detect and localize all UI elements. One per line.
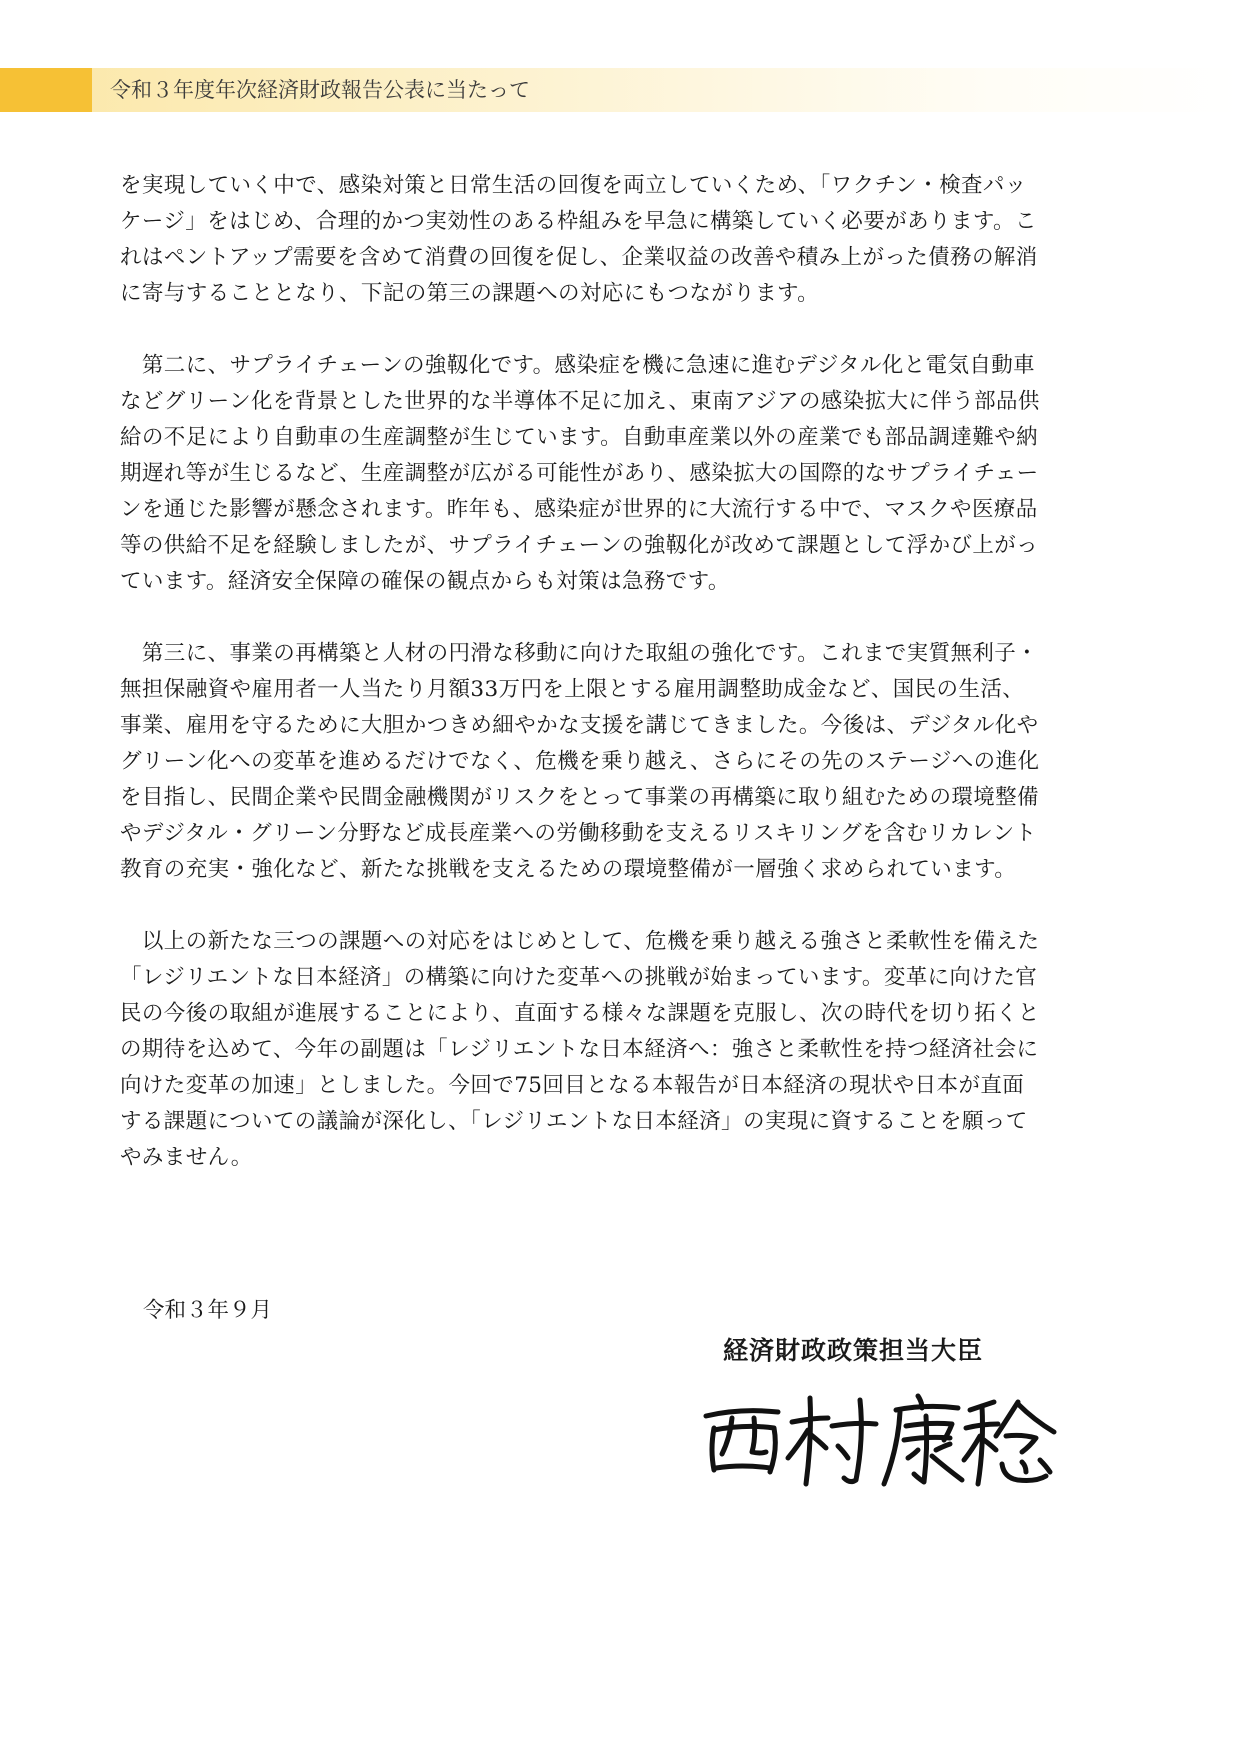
text-line: 第三に、事業の再構築と人材の円滑な移動に向けた取組の強化です。これまで実質無利子・ — [120, 641, 1039, 666]
text-line: ンを通じた影響が懸念されます。昨年も、感染症が世界的に大流行する中で、マスクや医療品 — [120, 497, 1038, 522]
paragraph-3 — [120, 636, 1120, 888]
text-line: 期遅れ等が生じるなど、生産調整が広がる可能性があり、感染拡大の国際的なサプライチェー — [120, 461, 1039, 486]
text-line: 無担保融資や雇用者一人当たり月額33万円を上限とする雇用調整助成金など、国民の生活、 — [120, 677, 1025, 702]
text-line: 以上の新たな三つの課題への対応をはじめとして、危機を乗り越える強さと柔軟性を備えた — [120, 929, 1040, 954]
text-line: 民の今後の取組が進展することにより、直面する様々な課題を克服し、次の時代を切り拓くと — [120, 1001, 1040, 1026]
text-line: 等の供給不足を経験しましたが、サプライチェーンの強靱化が改めて課題として浮かび上がっ — [120, 533, 1039, 558]
paragraph-2 — [120, 348, 1120, 600]
text-line: ケージ」をはじめ、合理的かつ実効性のある枠組みを早急に構築していく必要があります。こ — [120, 209, 1037, 234]
text-line: に寄与することとなり、下記の第三の課題への対応にもつながります。 — [120, 281, 820, 306]
text-line: 向けた変革の加速」としました。今回で75回目となる本報告が日本経済の現状や日本が直面 — [120, 1073, 1025, 1098]
paragraph-1 — [120, 168, 1120, 312]
minister-title: 経済財政政策担当大臣 — [723, 1336, 984, 1365]
text-line: 第二に、サプライチェーンの強靱化です。感染症を機に急速に進むデジタル化と電気自動車 — [120, 353, 1036, 378]
text-line: ています。経済安全保障の確保の観点からも対策は急務です。 — [120, 569, 730, 594]
text-line: などグリーン化を背景とした世界的な半導体不足に加え、東南アジアの感染拡大に伴う部品供 — [120, 389, 1040, 414]
text-line: やみません。 — [120, 1145, 253, 1170]
text-line: 「レジリエントな日本経済」の構築に向けた変革への挑戦が始まっています。変革に向けた官 — [120, 965, 1038, 990]
text-line: れはペントアップ需要を含めて消費の回復を促し、企業収益の改善や積み上がった債務の解消 — [120, 245, 1038, 270]
body-text — [120, 168, 1120, 1212]
running-header-title: 令和３年度年次経済財政報告公表に当たって — [110, 78, 530, 102]
text-line: グリーン化への変革を進めるだけでなく、危機を乗り越え、さらにその先のステージへの進化 — [120, 749, 1040, 774]
text-line: を実現していく中で、感染対策と日常生活の回復を両立していくため、「ワクチン・検査パッ — [120, 173, 1027, 198]
text-line: 給の不足により自動車の生産調整が生じています。自動車産業以外の産業でも部品調達難や納 — [120, 425, 1039, 450]
text-line: の期待を込めて、今年の副題は「レジリエントな日本経済へ：強さと柔軟性を持つ経済社会に — [120, 1037, 1039, 1062]
text-line: 事業、雇用を守るために大胆かつきめ細やかな支援を講じてきました。今後は、デジタル化や — [120, 713, 1039, 738]
handwritten-signature — [700, 1388, 1060, 1493]
text-line: する課題についての議論が深化し、「レジリエントな日本経済」の実現に資することを願って — [120, 1109, 1028, 1134]
text-line: を目指し、民間企業や民間金融機関がリスクをとって事業の再構築に取り組むための環境整備 — [120, 785, 1039, 810]
text-line: 教育の充実・強化など、新たな挑戦を支えるための環境整備が一層強く求められています。 — [120, 857, 1017, 882]
header-accent-tab — [0, 68, 92, 112]
date: 令和３年９月 — [143, 1298, 273, 1323]
text-line: やデジタル・グリーン分野など成長産業への労働移動を支えるリスキリングを含むリカレント — [120, 821, 1037, 846]
paragraph-4 — [120, 924, 1120, 1176]
